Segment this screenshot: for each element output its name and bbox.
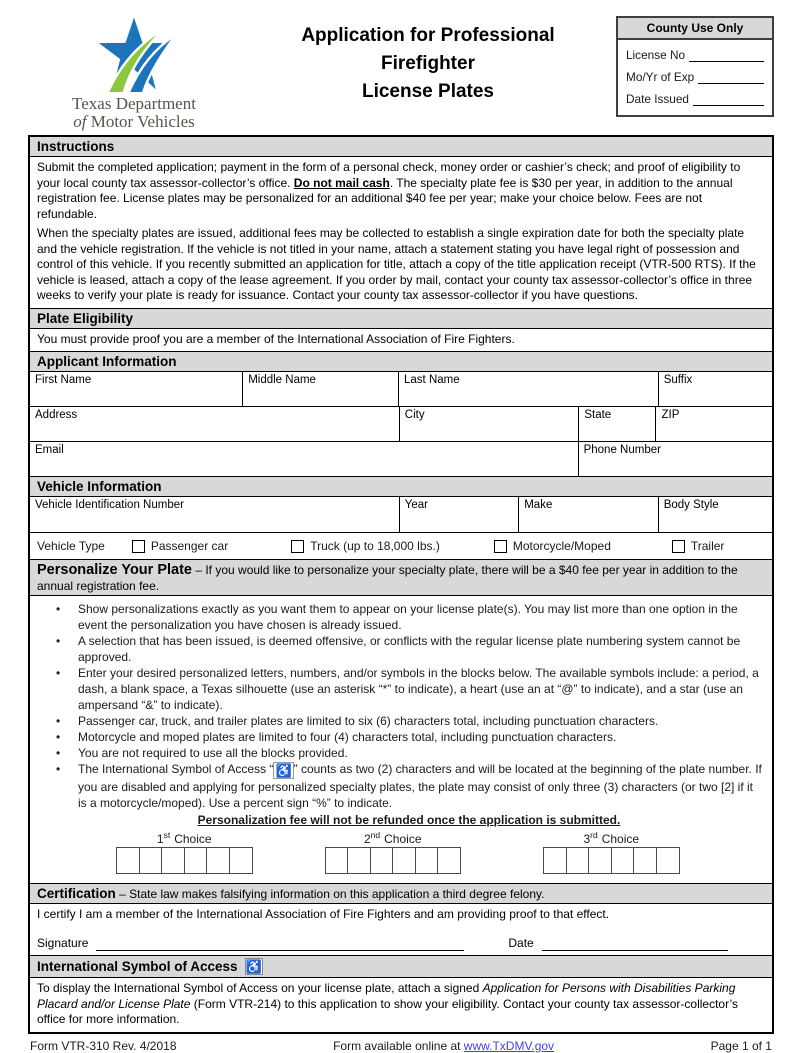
- instructions-text: [30, 157, 772, 308]
- trailer-label: Trailer: [690, 539, 725, 553]
- txdmv-link[interactable]: www.TxDMV.gov: [463, 1038, 555, 1053]
- choice-character-box[interactable]: [566, 847, 590, 874]
- certification-body: [30, 904, 772, 955]
- vehicle-type-row: [30, 532, 772, 559]
- first-name-field[interactable]: First Name: [35, 374, 92, 386]
- logo-line2: of Motor Vehicles: [73, 112, 195, 131]
- county-field-mo-yr-exp: [626, 70, 764, 84]
- bullet-icon: •: [56, 666, 61, 680]
- personalization-fee-note: Personalization fee will not be refunded once the application is submitted.: [197, 813, 621, 827]
- city-field[interactable]: City: [399, 407, 579, 441]
- date-line[interactable]: [542, 938, 728, 951]
- vehicle-grid: [30, 497, 772, 559]
- mo-yr-exp-label: Mo/Yr of Exp: [626, 70, 695, 84]
- bullet-item: • Show personalizations exactly as you want them to appear on your license plate(s). You may list more than one option in the event the personalization you have chosen is already issued.: [56, 602, 738, 632]
- choice-character-box[interactable]: [184, 847, 208, 874]
- plate-eligibility-text: You must provide proof you are a member of the International Association of Fire Fighters.: [37, 331, 515, 346]
- county-use-only-box: [616, 16, 774, 117]
- vehicle-information-section-header: Vehicle Information: [30, 476, 772, 497]
- date-label: Date: [508, 935, 534, 950]
- choice-character-box[interactable]: [161, 847, 185, 874]
- second-choice-group: [325, 830, 462, 874]
- email-field[interactable]: Email: [35, 444, 64, 456]
- state-field[interactable]: State: [578, 407, 655, 441]
- motorcycle-moped-checkbox[interactable]: [494, 540, 507, 553]
- vehicle-type-option-truck: [291, 539, 440, 553]
- applicant-row-address: [30, 406, 772, 441]
- form-header: [28, 10, 774, 131]
- vtr-214-form-name: Application for Persons with Disabilities Parking Placard and/or License Plate: [37, 981, 736, 1011]
- middle-name-field[interactable]: Middle Name: [242, 372, 398, 406]
- choice-character-box[interactable]: [229, 847, 253, 874]
- vehicle-type-label: Vehicle Type: [37, 539, 105, 553]
- do-not-mail-cash-emphasis: Do not mail cash: [293, 175, 390, 190]
- zip-field[interactable]: ZIP: [655, 407, 771, 441]
- signature-row: [37, 936, 765, 952]
- bullet-icon: •: [56, 730, 61, 744]
- choice-character-box[interactable]: [543, 847, 567, 874]
- personalize-section-subtitle: – If you would like to personalize your specialty plate, there will be a $40 fee per year in addition to the annual registration fee.: [37, 563, 738, 593]
- certification-section-title: Certification: [37, 886, 116, 901]
- second-choice-boxes: [325, 847, 462, 874]
- choice-character-box[interactable]: [633, 847, 657, 874]
- county-field-date-issued: [626, 92, 764, 106]
- second-choice-label: 2nd Choice: [363, 830, 422, 846]
- address-field[interactable]: Address: [35, 409, 78, 421]
- bullet-item: • Passenger car, truck, and trailer plates are limited to six (6) characters total, including punctuation characters.: [56, 714, 659, 728]
- bullet-item: • Enter your desired personalized letters, numbers, and/or symbols in the blocks below. The available symbols include: a period, a dash, a blank space, a Texas silhouette (use an asterisk “*” to indicate), a heart (use an at “@” to indicate), and a star (use an ampersand “&” to indicate).: [56, 666, 759, 712]
- bullet-item: • Motorcycle and moped plates are limited to four (4) characters total, including punctuation characters.: [56, 730, 617, 744]
- instructions-section-header: Instructions: [30, 137, 772, 157]
- page-number: Page 1 of 1: [710, 1038, 772, 1053]
- signature-label: Signature: [37, 935, 89, 950]
- bullet-icon: •: [56, 714, 61, 728]
- passenger-car-checkbox[interactable]: [132, 540, 145, 553]
- license-no-blank[interactable]: [689, 49, 764, 62]
- choice-character-box[interactable]: [347, 847, 371, 874]
- choice-character-box[interactable]: [392, 847, 416, 874]
- isa-body: To display the International Symbol of Access on your license plate, attach a signed Application for Persons with Disabilities Parking Placard and/or License Plate (Form VTR-214) to this application to show your eligibility. Contact your county tax assessor-collector’s office for more information.: [37, 981, 738, 1026]
- bullet-icon: •: [56, 746, 61, 760]
- choice-character-box[interactable]: [437, 847, 461, 874]
- signature-line[interactable]: [96, 938, 464, 951]
- form-title: [240, 10, 616, 106]
- third-choice-group: [543, 830, 680, 874]
- footer-center: Form available online at www.TxDMV.gov: [333, 1038, 555, 1053]
- applicant-row-contact: [30, 441, 772, 476]
- vin-field[interactable]: Vehicle Identification Number: [35, 499, 184, 511]
- applicant-row-name: [30, 372, 772, 406]
- vehicle-type-option-passenger-car: [132, 539, 228, 553]
- isa-section-header: [30, 955, 772, 978]
- instructions-paragraph-2: When the specialty plates are issued, additional fees may be collected to establish a single expiration date for both the specialty plate and the vehicle registration. If the vehicle is not titled in your name, attach a statement stating you have legal right of possession and control of this vehicle. If you recently submitted an application for title, attach a copy of the title application receipt (VTR-500 RTS). If the vehicle is leased, attach a copy of the lease agreement. If you order by mail, contact your county tax assessor-collector’s office in three weeks to verify your plate is ready for issuance. Contact your county tax assessor-collector if you have questions.: [37, 226, 756, 302]
- make-field[interactable]: Make: [518, 497, 657, 532]
- certification-section-header: [30, 883, 772, 904]
- county-field-license-no: [626, 48, 764, 62]
- choice-character-box[interactable]: [116, 847, 140, 874]
- txdmv-star-icon: [59, 16, 209, 94]
- vehicle-row-identification: [30, 497, 772, 532]
- logo-line1: Texas Department: [72, 94, 196, 113]
- plate-eligibility-section-header: Plate Eligibility: [30, 308, 772, 329]
- first-choice-boxes: [116, 847, 253, 874]
- motorcycle-moped-label: Motorcycle/Moped: [512, 539, 611, 553]
- suffix-field[interactable]: Suffix: [658, 372, 772, 406]
- form-number: Form VTR-310 Rev. 4/2018: [30, 1038, 177, 1053]
- bullet-item: • A selection that has been issued, is deemed offensive, or conflicts with the regular license plate numbering system cannot be approved.: [56, 634, 741, 664]
- choice-character-box[interactable]: [415, 847, 439, 874]
- phone-number-field[interactable]: Phone Number: [578, 442, 772, 476]
- personalize-bullet-list: [30, 596, 772, 827]
- form-body: [28, 135, 774, 1034]
- body-style-field[interactable]: Body Style: [658, 497, 772, 532]
- logo-wordmark: [72, 95, 196, 131]
- passenger-car-label: Passenger car: [150, 539, 229, 553]
- choice-character-box[interactable]: [325, 847, 349, 874]
- first-choice-label: 1st Choice: [156, 830, 212, 846]
- personalize-section-title: Personalize Your Plate: [37, 562, 192, 578]
- last-name-field[interactable]: Last Name: [398, 372, 658, 406]
- third-choice-label: 3rd Choice: [583, 830, 640, 846]
- isa-section-title: International Symbol of Access: [37, 959, 238, 974]
- wheelchair-icon: ♿: [275, 763, 292, 778]
- form-title-line1: Application for Professional: [301, 25, 555, 46]
- date-issued-blank[interactable]: [693, 93, 764, 106]
- mo-yr-exp-blank[interactable]: [698, 71, 764, 84]
- choice-character-box[interactable]: [656, 847, 680, 874]
- vehicle-type-option-trailer: [672, 539, 725, 553]
- bullet-icon: •: [56, 762, 61, 776]
- wheelchair-icon: ♿: [245, 958, 262, 974]
- date-issued-label: Date Issued: [626, 92, 689, 106]
- personalize-section-header: [30, 559, 772, 596]
- txdmv-logo: [28, 10, 240, 131]
- county-box-title: County Use Only: [618, 18, 772, 40]
- instructions-paragraph-1: Submit the completed application; payment in the form of a personal check, money order or cashier’s check; and proof of eligibility to your local county tax assessor-collector’s office. Do not mail cash. The specialty plate fee is $30 per year, in addition to the annual registration fee. License plates may be personalized for an additional $40 fee per year; make your choice below. Fees are not refundable.: [37, 160, 741, 221]
- choice-character-box[interactable]: [370, 847, 394, 874]
- form-title-line2: Firefighter: [381, 53, 475, 74]
- bullet-item: • You are not required to use all the blocks provided.: [56, 746, 348, 760]
- choice-character-box[interactable]: [139, 847, 163, 874]
- applicant-grid: [30, 372, 772, 476]
- bullet-item-isa: • The International Symbol of Access “ ♿ ” counts as two (2) characters and will be located at the beginning of the plate number. If you are disabled and applying for personalized specialty plates, the plate may consist of only three (3) characters (or two [2] if it is a motorcycle/moped). Use a percent sign “%” to indicate.: [56, 762, 762, 810]
- choice-character-box[interactable]: [206, 847, 230, 874]
- page-footer: [28, 1039, 774, 1053]
- choice-character-box[interactable]: [611, 847, 635, 874]
- first-choice-group: [116, 830, 253, 874]
- applicant-information-section-header: Applicant Information: [30, 351, 772, 372]
- third-choice-boxes: [543, 847, 680, 874]
- form-title-line3: License Plates: [361, 81, 495, 102]
- certification-section-subtitle: – State law makes falsifying information on this application a third degree felony.: [115, 887, 545, 901]
- trailer-checkbox[interactable]: [672, 540, 685, 553]
- truck-label: Truck (up to 18,000 lbs.): [310, 539, 440, 553]
- vehicle-type-option-motorcycle: [494, 539, 611, 553]
- truck-checkbox[interactable]: [291, 540, 304, 553]
- bullet-icon: •: [56, 602, 61, 616]
- bullet-icon: •: [56, 634, 61, 648]
- year-field[interactable]: Year: [399, 497, 518, 532]
- plate-choice-row: [30, 830, 772, 883]
- certification-statement: I certify I am a member of the International Association of Fire Fighters and am providing proof to that effect.: [37, 907, 610, 921]
- license-no-label: License No: [626, 48, 686, 62]
- choice-character-box[interactable]: [588, 847, 612, 874]
